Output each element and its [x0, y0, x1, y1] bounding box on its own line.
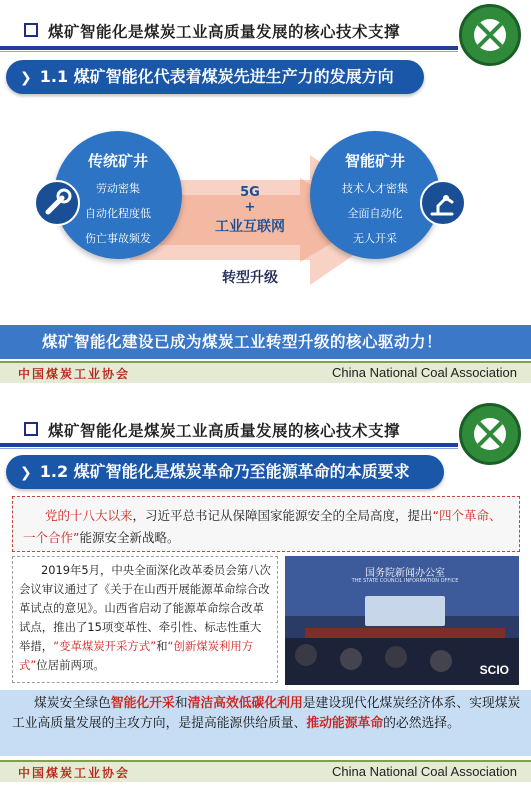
reform-paragraph	[12, 556, 278, 683]
section-heading	[6, 455, 444, 489]
smart-mine-heading: 智能矿井	[344, 152, 405, 170]
footer-org-cn: 中国煤炭工业协会	[18, 766, 131, 780]
footer	[0, 361, 531, 383]
chevron-right-icon: ❯	[20, 465, 32, 481]
traditional-item: 劳动密集	[96, 182, 140, 195]
bullet-square-icon	[24, 23, 38, 37]
footer-org-en: China National Coal Association	[332, 764, 517, 779]
section-heading-text: 1.1 煤矿智能化代表着煤炭先进生产力的发展方向	[39, 67, 394, 86]
footer	[0, 760, 531, 782]
summary-text: 煤炭安全绿色	[34, 696, 111, 711]
scio-watermark: SCIO	[479, 663, 509, 677]
association-logo	[459, 4, 521, 66]
section-heading-text: 1.2 煤矿智能化是煤炭革命乃至能源革命的本质要求	[39, 462, 410, 481]
footer-org-en: China National Coal Association	[332, 365, 517, 380]
slide-title-text: 煤矿智能化是煤炭工业高质量发展的核心技术支撑	[48, 23, 401, 41]
press-conference-photo	[285, 556, 519, 685]
traditional-item: 伤亡事故频发	[85, 232, 151, 245]
chevron-right-icon: ❯	[20, 70, 32, 86]
smart-item: 技术人才密集	[342, 182, 408, 195]
highlight-text: “创新煤炭利用方式”	[19, 639, 254, 672]
reform-text: 和	[156, 639, 168, 653]
reform-text-end: 位居前两项。	[36, 658, 105, 672]
industrial-internet-label: 工业互联网	[215, 219, 285, 235]
highlight-text: 推动能源革命	[306, 716, 384, 731]
transformation-caption: 转型升级	[222, 270, 278, 286]
title-underline-thin	[0, 51, 458, 52]
reform-text: 2019年5月，中央全面深化改革委员会第八次会议审议通过了《关于在山西开展能源革命综合改革试点的意见》。山西省启动了能源革命综合改革试点，推出了15项变革性、牵引性、标志性重大举措，	[19, 563, 271, 653]
robot-arm-icon	[420, 180, 466, 226]
title-underline-thin	[0, 448, 458, 449]
footer-org-cn: 中国煤炭工业协会	[18, 367, 131, 381]
summary-text: 和	[174, 696, 188, 711]
traditional-mine-heading: 传统矿井	[87, 152, 148, 170]
tech-5g-label: 5G	[240, 185, 260, 200]
smart-item: 全面自动化	[347, 207, 403, 220]
slide-1	[0, 0, 531, 393]
strategy-text: ，习近平总书记从保障国家能源安全的全局高度，提出	[132, 508, 433, 523]
photo-sign-en: THE STATE COUNCIL INFORMATION OFFICE	[351, 578, 459, 584]
traditional-item: 自动化程度低	[85, 207, 151, 220]
summary-text: 是建设现代化煤炭经济体系、实现煤炭工业高质量发展的主攻方向，是提高能源供给质量、	[12, 696, 521, 731]
highlight-text: “变革煤炭开采方式”	[53, 639, 157, 653]
photo-sign: 国务院新闻办公室	[365, 568, 445, 579]
highlight-text: 智能化开采	[110, 696, 175, 711]
section-heading	[6, 60, 424, 94]
bullet-square-icon	[24, 422, 38, 436]
strategy-box	[12, 496, 520, 552]
title-underline	[0, 443, 458, 447]
slide-title-text: 煤矿智能化是煤炭工业高质量发展的核心技术支撑	[48, 422, 401, 440]
summary-box	[0, 690, 531, 756]
slide-title	[24, 419, 400, 441]
highlight-text: 党的十八大以来	[45, 508, 133, 523]
wrench-icon	[34, 180, 80, 226]
highlight-text: 清洁高效低碳化利用	[187, 696, 303, 711]
conclusion-banner: 煤矿智能化建设已成为煤炭工业转型升级的核心驱动力！	[0, 325, 531, 359]
plus-sign: +	[244, 200, 256, 215]
title-underline	[0, 46, 458, 50]
smart-item: 无人开采	[353, 232, 397, 245]
association-logo	[459, 403, 521, 465]
slide-title	[24, 20, 400, 42]
summary-text-end: 的必然选择。	[383, 716, 460, 731]
strategy-text-end: 能源安全新战略。	[79, 530, 180, 545]
highlight-text: “四个革命、一个合作”	[23, 508, 502, 545]
